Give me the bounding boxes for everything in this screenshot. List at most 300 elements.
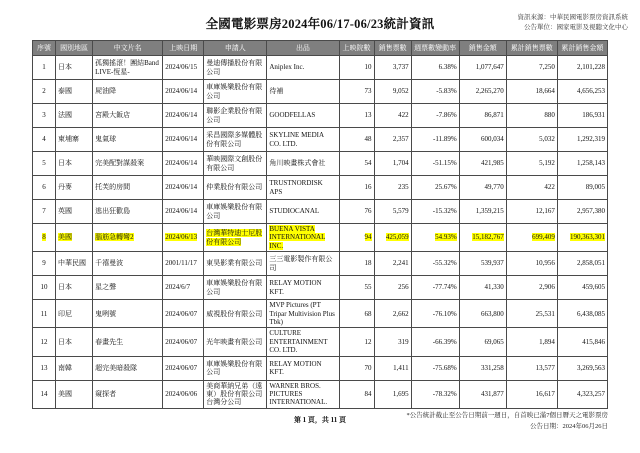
cell-region (56, 128, 93, 152)
cell-text: 4,656,253 (577, 87, 605, 96)
cell-title-zh (93, 80, 163, 104)
cell-text: 11 (40, 309, 48, 318)
cell-cumulative-amount (557, 80, 607, 104)
cell-text: 逃出狂歡島 (95, 207, 131, 216)
cell-title-zh (93, 200, 163, 224)
cell-sales-amount (459, 200, 506, 224)
cell-theaters (339, 104, 374, 128)
cell-text: 12 (364, 337, 372, 346)
cell-producer (267, 152, 339, 176)
cell-region (56, 152, 93, 176)
cell-weekly-change (411, 104, 459, 128)
cell-release-date (163, 104, 204, 128)
cell-release-date (163, 380, 204, 408)
cell-text: 25,531 (535, 309, 555, 318)
cell-applicant (204, 276, 267, 300)
cell-tickets-sold (374, 252, 411, 276)
cell-text: 1,894 (539, 337, 555, 346)
cell-text: 76 (364, 207, 372, 216)
cell-release-date (163, 152, 204, 176)
cell-release-date (163, 128, 204, 152)
cell-text: 663,800 (481, 309, 504, 318)
cell-text: 屍油降 (95, 87, 117, 96)
cell-tickets-sold (374, 200, 411, 224)
cell-text: -7.86% (436, 111, 457, 120)
cell-applicant (204, 128, 267, 152)
table-row (33, 356, 608, 380)
cell-text: 日本 (58, 63, 73, 72)
cell-title-zh (93, 128, 163, 152)
cell-text: -5.83% (436, 87, 457, 96)
cell-text: 日本 (58, 337, 73, 346)
cell-theaters (339, 200, 374, 224)
table-row (33, 328, 608, 356)
cell-text: 2024/06/07 (165, 363, 198, 372)
cell-text: 49,770 (484, 183, 504, 192)
cell-rank (33, 252, 56, 276)
cell-text: 1,292,319 (577, 135, 605, 144)
cell-cumulative-amount (557, 300, 607, 328)
table-row (33, 176, 608, 200)
cell-text: 5 (42, 159, 46, 168)
cell-text: 車庫娛樂股份有限公司 (206, 279, 263, 296)
cell-applicant (204, 56, 267, 80)
cell-producer (267, 104, 339, 128)
cell-text: 7 (42, 207, 46, 216)
cell-cumulative-amount (557, 224, 607, 252)
cell-rank (33, 152, 56, 176)
cell-text: 2024/06/14 (165, 111, 198, 120)
cell-region (56, 224, 93, 252)
cell-producer (267, 128, 339, 152)
cell-text: 1,695 (392, 389, 409, 398)
cell-weekly-change (411, 176, 459, 200)
cell-text: 腦筋急轉彎2 (95, 233, 134, 242)
cell-text: 699,409 (532, 233, 555, 242)
cell-rank (33, 176, 56, 200)
cell-producer (267, 252, 339, 276)
table-row (33, 380, 608, 408)
box-office-table-body (33, 56, 608, 409)
cell-text: 角川映畫株式會社 (269, 159, 326, 168)
cell-theaters (339, 176, 374, 200)
cell-text: 5,192 (539, 159, 555, 168)
cell-release-date (163, 300, 204, 328)
cell-cumulative-tickets (506, 252, 557, 276)
cell-cumulative-amount (557, 276, 607, 300)
cell-release-date (163, 80, 204, 104)
cell-rank (33, 104, 56, 128)
cell-text: 完美配對謀殺案 (95, 159, 145, 168)
cell-theaters (339, 80, 374, 104)
cell-text: 425,059 (385, 233, 409, 242)
cell-theaters (339, 328, 374, 356)
cell-text: 54 (364, 159, 372, 168)
cell-text: 73 (364, 87, 372, 96)
cell-sales-amount (459, 56, 506, 80)
cell-text: -78.32% (432, 389, 457, 398)
cell-sales-amount (459, 128, 506, 152)
cell-text: -15.32% (432, 207, 457, 216)
cell-theaters (339, 152, 374, 176)
cell-text: 16 (364, 183, 372, 192)
table-row (33, 276, 608, 300)
cell-title-zh (93, 380, 163, 408)
cell-release-date (163, 56, 204, 80)
cell-sales-amount (459, 104, 506, 128)
cell-producer (267, 276, 339, 300)
cell-producer (267, 356, 339, 380)
cell-region (56, 300, 93, 328)
cell-sales-amount (459, 276, 506, 300)
cell-cumulative-tickets (506, 356, 557, 380)
cell-text: 70 (364, 363, 372, 372)
cell-text: 9,052 (392, 87, 409, 96)
cell-cumulative-tickets (506, 224, 557, 252)
cell-weekly-change (411, 224, 459, 252)
cell-text: 2,265,270 (475, 87, 504, 96)
cell-text: 422 (398, 111, 409, 120)
cell-text: -76.10% (432, 309, 457, 318)
cell-text: 16,617 (535, 389, 555, 398)
cell-text: 89,005 (585, 183, 605, 192)
cell-text: -11.89% (433, 135, 457, 144)
cell-text: 2024/6/7 (165, 283, 191, 292)
table-row (33, 152, 608, 176)
table-row (33, 200, 608, 224)
cell-tickets-sold (374, 380, 411, 408)
cell-applicant (204, 300, 267, 328)
cell-text: 東昊影業有限公司 (206, 259, 263, 268)
table-row (33, 104, 608, 128)
cell-weekly-change (411, 56, 459, 80)
footer-note (407, 411, 609, 432)
cell-theaters (339, 224, 374, 252)
cell-applicant (204, 252, 267, 276)
cell-cumulative-amount (557, 356, 607, 380)
cell-applicant (204, 80, 267, 104)
cell-sales-amount (459, 328, 506, 356)
table-header-row (33, 41, 608, 56)
cell-text: TRUSTNORDISK APS (269, 179, 323, 196)
cell-sales-amount (459, 80, 506, 104)
column-header-3: 上映日期 (163, 41, 204, 56)
cell-cumulative-amount (557, 56, 607, 80)
column-header-10: 累計銷售票數 (506, 41, 557, 56)
cell-text: 星之聲 (95, 283, 117, 292)
column-header-8: 週票數變動率 (411, 41, 459, 56)
cell-text: 中華民國 (58, 259, 87, 268)
cell-text: 日本 (58, 159, 73, 168)
cell-theaters (339, 252, 374, 276)
cell-text: 車庫娛樂股份有限公司 (206, 359, 263, 377)
cell-text: 190,363,301 (570, 233, 605, 242)
cell-weekly-change (411, 300, 459, 328)
cell-text: 1,359,215 (475, 207, 504, 216)
cell-text: 319 (398, 337, 409, 346)
table-row (33, 252, 608, 276)
cell-text: 待補 (269, 87, 284, 96)
cell-text: 10,956 (535, 259, 555, 268)
cell-tickets-sold (374, 300, 411, 328)
cell-tickets-sold (374, 56, 411, 80)
cell-text: 2024/06/14 (165, 135, 198, 144)
cell-text: 1,704 (392, 159, 409, 168)
cell-text: 2024/06/14 (165, 87, 198, 96)
cell-text: CULTURE ENTERTAINMENT CO. LTD. (269, 329, 328, 355)
column-header-6: 上映院數 (339, 41, 374, 56)
cell-region (56, 80, 93, 104)
cell-text: 331,258 (481, 363, 504, 372)
cell-sales-amount (459, 356, 506, 380)
cell-text: 華映國際文創股份有限公司 (206, 155, 263, 172)
cell-title-zh (93, 300, 163, 328)
cell-text: 南韓 (58, 363, 73, 372)
cell-weekly-change (411, 80, 459, 104)
cell-text: 宮殿大飯店 (95, 111, 131, 120)
cell-tickets-sold (374, 152, 411, 176)
statistics-note: *公告統計截止至公告日期前一週日，自首映已滿7個日曆天之電影票房 (406, 412, 608, 420)
cell-text: 54.93% (435, 233, 457, 242)
cell-cumulative-tickets (506, 300, 557, 328)
cell-text: 256 (398, 283, 409, 292)
cell-text: 2001/11/17 (165, 259, 197, 268)
cell-text: -55.32% (432, 259, 457, 268)
cell-theaters (339, 356, 374, 380)
cell-rank (33, 380, 56, 408)
cell-producer (267, 200, 339, 224)
table-row (33, 56, 608, 80)
cell-text: 2,241 (392, 259, 409, 268)
cell-text: 86,871 (484, 111, 504, 120)
cell-theaters (339, 380, 374, 408)
cell-title-zh (93, 176, 163, 200)
cell-text: 台灣華特迪士尼股份有限公司 (206, 229, 263, 246)
cell-tickets-sold (374, 276, 411, 300)
cell-text: 4 (42, 135, 46, 144)
cell-text: 94 (364, 233, 372, 242)
cell-text: 6.38% (438, 63, 457, 72)
column-header-9: 銷售金額 (459, 41, 506, 56)
cell-text: 車庫娛樂股份有限公司 (206, 203, 263, 220)
cell-title-zh (93, 356, 163, 380)
cell-text: 2024/06/14 (165, 159, 198, 168)
column-header-2: 中文片名 (93, 41, 163, 56)
cell-text: 2,662 (392, 309, 409, 318)
page-title: 全國電影票房2024年06/17-06/23統計資訊 (205, 17, 435, 31)
cell-release-date (163, 252, 204, 276)
cell-text: 仲業股份有限公司 (206, 183, 263, 192)
cell-title-zh (93, 276, 163, 300)
cell-text: 431,877 (481, 389, 504, 398)
announcing-unit: 公告單位：國家電影及視聽文化中心 (524, 23, 628, 31)
cell-applicant (204, 200, 267, 224)
cell-tickets-sold (374, 128, 411, 152)
cell-rank (33, 80, 56, 104)
cell-applicant (204, 176, 267, 200)
cell-tickets-sold (374, 224, 411, 252)
cell-sales-amount (459, 300, 506, 328)
cell-cumulative-amount (557, 252, 607, 276)
cell-text: 1,077,647 (475, 63, 504, 72)
info-source: 資訊來源：中華民國電影票房資訊系統 (517, 14, 628, 21)
cell-cumulative-amount (557, 176, 607, 200)
cell-release-date (163, 224, 204, 252)
cell-release-date (163, 356, 204, 380)
cell-text: Aniplex Inc. (269, 63, 305, 72)
cell-text: 48 (364, 135, 372, 144)
cell-sales-amount (459, 176, 506, 200)
cell-weekly-change (411, 200, 459, 224)
cell-release-date (163, 176, 204, 200)
cell-title-zh (93, 224, 163, 252)
cell-cumulative-tickets (506, 152, 557, 176)
cell-release-date (163, 276, 204, 300)
column-header-1: 國別地區 (56, 41, 93, 56)
cell-text: 英國 (58, 207, 73, 216)
cell-text: 3,269,563 (577, 363, 605, 372)
cell-tickets-sold (374, 356, 411, 380)
column-header-4: 申請人 (204, 41, 267, 56)
cell-region (56, 276, 93, 300)
cell-cumulative-tickets (506, 200, 557, 224)
cell-rank (33, 300, 56, 328)
cell-text: 2,906 (539, 283, 555, 292)
cell-text: 柬埔寨 (58, 135, 80, 144)
cell-rank (33, 56, 56, 80)
cell-producer (267, 300, 339, 328)
cell-text: 2024/06/14 (165, 207, 198, 216)
cell-text: -75.68% (432, 363, 457, 372)
cell-text: 539,937 (481, 259, 504, 268)
cell-text: 415,846 (582, 337, 605, 346)
cell-rank (33, 128, 56, 152)
cell-cumulative-amount (557, 200, 607, 224)
cell-text: 法國 (58, 111, 73, 120)
cell-text: 1 (42, 63, 46, 72)
table-row (33, 128, 608, 152)
publish-date: 公告日期：2024年06月26日 (530, 422, 608, 430)
cell-cumulative-amount (557, 380, 607, 408)
cell-weekly-change (411, 276, 459, 300)
cell-title-zh (93, 152, 163, 176)
cell-text: -51.15% (432, 159, 457, 168)
cell-text: 窺探者 (95, 389, 117, 398)
cell-cumulative-amount (557, 328, 607, 356)
cell-text: 15,182,767 (472, 233, 504, 242)
cell-cumulative-tickets (506, 176, 557, 200)
cell-producer (267, 328, 339, 356)
cell-region (56, 252, 93, 276)
cell-text: 威視股份有限公司 (206, 309, 263, 318)
cell-text: 880 (544, 111, 555, 120)
cell-sales-amount (459, 252, 506, 276)
table-row (33, 300, 608, 328)
cell-text: 6 (42, 183, 46, 192)
cell-release-date (163, 328, 204, 356)
cell-text: SKYLINE MEDIA CO. LTD. (269, 131, 324, 148)
cell-cumulative-amount (557, 128, 607, 152)
cell-text: 丹麥 (58, 183, 73, 192)
cell-applicant (204, 328, 267, 356)
cell-weekly-change (411, 252, 459, 276)
cell-tickets-sold (374, 328, 411, 356)
cell-text: 三三電影製作有限公司 (269, 255, 333, 272)
cell-text: 2,101,228 (577, 63, 605, 72)
cell-rank (33, 200, 56, 224)
cell-title-zh (93, 252, 163, 276)
cell-text: STUDIOCANAL (269, 207, 320, 216)
cell-text: 春畫先生 (95, 337, 124, 346)
cell-text: 5,579 (392, 207, 409, 216)
cell-text: 孤獨搖滾！團結Band LIVE-恆星- (95, 59, 159, 76)
cell-applicant (204, 152, 267, 176)
cell-text: 459,605 (582, 283, 605, 292)
cell-text: 鬼氣球 (95, 135, 117, 144)
cell-weekly-change (411, 380, 459, 408)
cell-title-zh (93, 328, 163, 356)
cell-cumulative-tickets (506, 56, 557, 80)
cell-text: 3,737 (392, 63, 409, 72)
cell-cumulative-amount (557, 104, 607, 128)
table-row (33, 224, 608, 252)
cell-producer (267, 80, 339, 104)
cell-title-zh (93, 56, 163, 80)
cell-text: 采昌國際多媒體股份有限公司 (206, 131, 263, 148)
cell-region (56, 356, 93, 380)
cell-weekly-change (411, 152, 459, 176)
cell-text: 托芙的房間 (95, 183, 131, 192)
cell-theaters (339, 128, 374, 152)
cell-theaters (339, 56, 374, 80)
cell-text: RELAY MOTION KFT. (269, 279, 322, 296)
cell-applicant (204, 224, 267, 252)
cell-applicant (204, 380, 267, 408)
cell-theaters (339, 300, 374, 328)
cell-rank (33, 276, 56, 300)
cell-text: WARNER BROS. PICTURES INTERNATIONAL. (269, 381, 328, 407)
cell-cumulative-tickets (506, 276, 557, 300)
cell-weekly-change (411, 328, 459, 356)
cell-region (56, 176, 93, 200)
cell-text: 2024/06/07 (165, 309, 198, 318)
cell-text: 84 (364, 389, 372, 398)
cell-tickets-sold (374, 176, 411, 200)
cell-text: 3 (42, 111, 46, 120)
cell-text: 2,357 (392, 135, 409, 144)
cell-text: 10 (40, 283, 48, 292)
cell-text: -77.74% (432, 283, 457, 292)
page-indicator: 第 1 頁，共 11 頁 (293, 416, 347, 424)
column-header-5: 出品 (267, 41, 339, 56)
cell-text: 25.67% (435, 183, 457, 192)
cell-text: 1,411 (393, 363, 409, 372)
cell-cumulative-tickets (506, 104, 557, 128)
cell-text: 235 (398, 183, 409, 192)
cell-cumulative-tickets (506, 80, 557, 104)
cell-producer (267, 176, 339, 200)
cell-text: 6,438,085 (577, 309, 605, 318)
cell-producer (267, 224, 339, 252)
table-row (33, 80, 608, 104)
cell-text: 2 (42, 87, 46, 96)
cell-text: 千禧曼波 (95, 259, 124, 268)
cell-text: 13,577 (535, 363, 555, 372)
box-office-table (32, 40, 608, 409)
cell-text: 10 (364, 63, 372, 72)
cell-cumulative-tickets (506, 328, 557, 356)
cell-text: 印尼 (58, 309, 73, 318)
